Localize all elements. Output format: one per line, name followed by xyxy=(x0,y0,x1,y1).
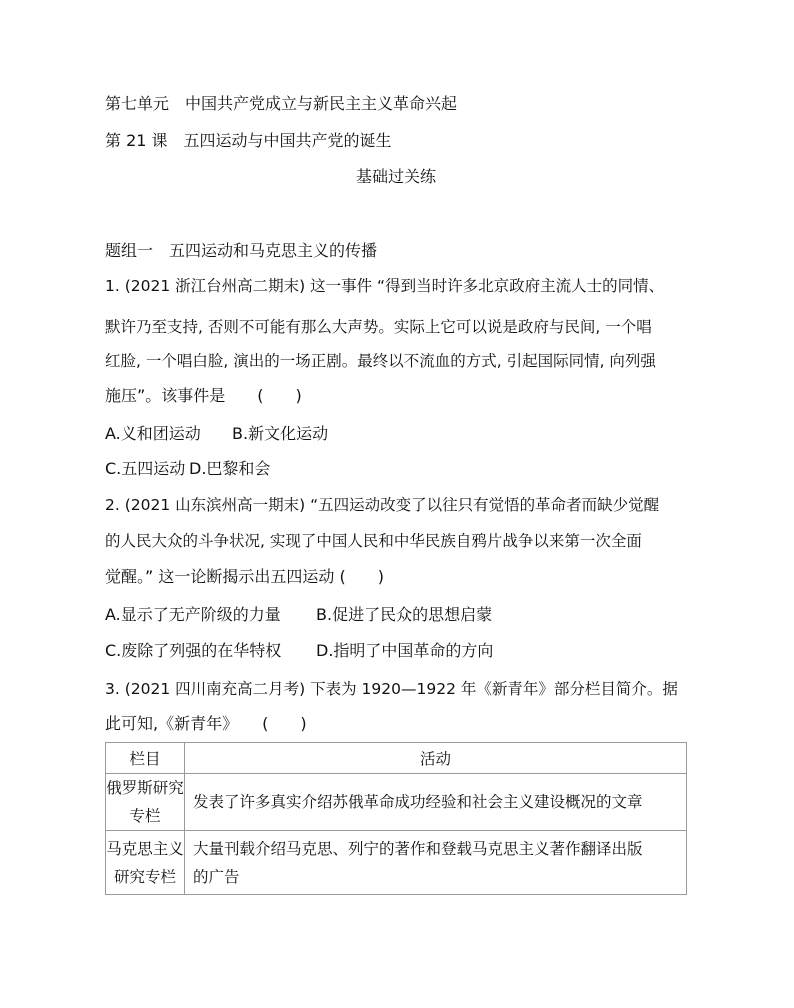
q1-option-a: A.义和团运动 xyxy=(105,424,201,443)
q1-option-c: C.五四运动 xyxy=(105,459,186,478)
q2-option-b: B.促进了民众的思想启蒙 xyxy=(316,605,493,624)
table-cell-column xyxy=(106,831,185,895)
lesson-title: 第 21 课 五四运动与中国共产党的诞生 xyxy=(105,131,392,150)
q1-line-2: 默许乃至支持, 否则不可能有那么大声势。实际上它可以说是政府与民间, 一个唱 xyxy=(105,318,652,336)
cell-text: 的广告 xyxy=(193,867,240,886)
cell-text: 马克思主义 xyxy=(106,839,184,858)
cell-text: 研究专栏 xyxy=(113,867,176,886)
q2-line-2: 的人民大众的斗争状况, 实现了中国人民和中华民族自鸦片战争以来第一次全面 xyxy=(105,532,642,550)
q1-line-4: 施压”。该事件是 ( ) xyxy=(105,386,302,405)
table-cell-activity xyxy=(185,774,687,831)
table-cell-column xyxy=(106,774,185,831)
q1-option-b: B.新文化运动 xyxy=(232,424,329,443)
q2-line-1: 2. (2021 山东滨州高一期末) “五四运动改变了以往只有觉悟的革命者而缺少觉醒 xyxy=(105,496,660,514)
q2-option-c: C.废除了列强的在华特权 xyxy=(105,641,282,660)
table-cell-activity xyxy=(185,831,687,895)
column-table xyxy=(105,742,687,895)
unit-title: 第七单元 中国共产党成立与新民主主义革命兴起 xyxy=(105,94,458,113)
table-header-column: 栏目 xyxy=(106,743,185,774)
table-row xyxy=(106,831,687,895)
group-title: 题组一 五四运动和马克思主义的传播 xyxy=(105,241,378,260)
q1-line-1: 1. (2021 浙江台州高二期末) 这一事件 “得到当时许多北京政府主流人士的同情、 xyxy=(105,277,665,295)
cell-text: 俄罗斯研究 xyxy=(106,779,184,797)
section-title: 基础过关练 xyxy=(356,167,437,186)
table-row xyxy=(106,774,687,831)
cell-text: 发表了许多真实介绍苏俄革命成功经验和社会主义建设概况的文章 xyxy=(193,793,643,811)
table-header-activity: 活动 xyxy=(185,743,687,774)
q2-option-a: A.显示了无产阶级的力量 xyxy=(105,605,281,624)
table-header-row xyxy=(106,743,687,774)
cell-text: 大量刊载介绍马克思、列宁的著作和登载马克思主义著作翻译出版 xyxy=(193,839,643,858)
q3-line-2: 此可知,《新青年》 ( ) xyxy=(105,714,307,733)
q1-line-3: 红脸, 一个唱白脸, 演出的一场正剧。最终以不流血的方式, 引起国际同情, 向列强 xyxy=(105,352,656,370)
q3-line-1: 3. (2021 四川南充高二月考) 下表为 1920—1922 年《新青年》部分栏目简介。据 xyxy=(105,680,678,698)
q2-line-3: 觉醒。” 这一论断揭示出五四运动 ( ) xyxy=(105,567,384,586)
cell-text: 专栏 xyxy=(129,807,161,825)
q1-option-d: D.巴黎和会 xyxy=(189,459,271,478)
q2-option-d: D.指明了中国革命的方向 xyxy=(316,641,494,660)
